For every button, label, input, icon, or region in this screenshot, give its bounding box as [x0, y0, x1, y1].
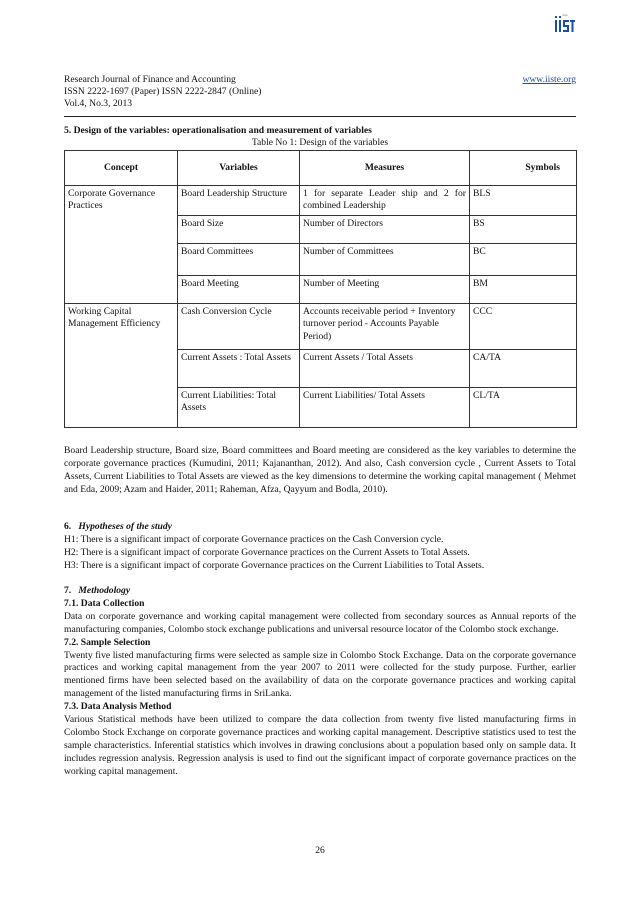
column-header: Symbols — [470, 151, 577, 186]
measure-cell: Number of Meeting — [300, 276, 470, 304]
journal-issn: ISSN 2222-1697 (Paper) ISSN 2222-2847 (Online) — [64, 86, 262, 98]
measure-cell: Number of Directors — [300, 216, 470, 244]
table-caption: Table No 1: Design of the variables — [251, 137, 389, 148]
hypothesis-1: H1: There is a significant impact of corporate Governance practices on the Cash Conversion cycle. — [64, 533, 444, 545]
subsection-7-3-text: Various Statistical methods have been utilized to compare the data collection from twenty five listed manufacturing firms in Colombo Stock Exchange on corporate governance practices and working capital management. Descriptive statistics used to test the sample characteristics. Inferential statistics which involves in drawing conclusions about a population based only on sample data. It includes regression analysis. Regression analysis is used to find out the significant impact of corporate governance practices on the working capital management. — [64, 714, 576, 777]
measure-cell: Current Liabilities/ Total Assets — [300, 388, 470, 428]
symbol-cell: CL/TA — [470, 388, 577, 428]
table-row — [65, 304, 577, 350]
variable-cell: Board Meeting — [178, 276, 300, 304]
variable-cell: Current Assets : Total Assets — [178, 350, 300, 388]
paragraph-key-variables: Board Leadership structure, Board size, Board committees and Board meeting are considered as the key variables to determine the corporate governance practices (Kumudini, 2011; Kajananthan, 2012). And also, Cash conversion cycle , Current Assets to Total Assets, Current Liabilities to Total Assets are viewed as the key dimensions to determine the working capital management ( Mehmet and Eda, 2009; Azam and Haider, 2011; Raheman, Afza, Qayyum and Bodla, 2010). — [64, 445, 576, 495]
section-6 — [64, 521, 576, 573]
section-7-heading — [64, 585, 576, 598]
journal-title: Research Journal of Finance and Accounting — [64, 74, 236, 85]
measure-cell: Current Assets / Total Assets — [300, 350, 470, 388]
measure-cell: 1 for separate Leader ship and 2 for combined Leadership — [300, 186, 470, 216]
variable-cell: Board Leadership Structure — [178, 186, 300, 216]
symbol-cell: BM — [470, 276, 577, 304]
section-6-title: Hypotheses of the study — [78, 521, 172, 532]
symbol-cell: CA/TA — [470, 350, 577, 388]
variable-cell: Board Committees — [178, 244, 300, 276]
symbol-cell: BLS — [470, 186, 577, 216]
table-header-row — [65, 151, 577, 186]
section-7-number: 7. — [64, 585, 72, 596]
section-7 — [64, 585, 576, 779]
variable-cell: Current Liabilities: Total Assets — [178, 388, 300, 428]
symbol-cell: CCC — [470, 304, 577, 350]
hypothesis-2: H2: There is a significant impact of corporate Governance practices on the Current Assets to Total Assets. — [64, 546, 470, 558]
subsection-7-3-heading: 7.3. Data Analysis Method — [64, 701, 172, 713]
variable-cell: Cash Conversion Cycle — [178, 304, 300, 350]
section-6-heading — [64, 521, 576, 534]
table-row — [65, 186, 577, 216]
subsection-7-2-text: Twenty five listed manufacturing firms were selected as sample size in Colombo Stock Exchange. Data on the corporate governance practices and working capital management from the year 2007 to 2011 were collected for the study purpose. Further, earlier mentioned firms have been selected based on the availability of data on the corporate governance practices and working capital management of the listed manufacturing firms in SriLanka. — [64, 649, 576, 700]
section-5-heading: 5. Design of the variables: operationalisation and measurement of variables — [64, 125, 372, 136]
journal-volume: Vol.4, No.3, 2013 — [64, 98, 133, 110]
measure-cell: Accounts receivable period + Inventory turnover period - Accounts Payable Period) — [300, 304, 470, 350]
variables-table — [64, 150, 577, 428]
page-header — [64, 74, 576, 111]
variable-cell: Board Size — [178, 216, 300, 244]
page-number: 26 — [315, 845, 325, 856]
concept-cell: Corporate Governance Practices — [65, 186, 178, 304]
header-divider — [64, 116, 576, 117]
column-header: Measures — [300, 151, 470, 186]
symbol-cell: BS — [470, 216, 577, 244]
concept-cell: Working Capital Management Efficiency — [65, 304, 178, 428]
journal-url-link[interactable]: www.iiste.org — [522, 74, 576, 85]
iiste-logo-icon — [554, 14, 576, 34]
subsection-7-1-heading: 7.1. Data Collection — [64, 597, 145, 609]
measure-cell: Number of Committees — [300, 244, 470, 276]
column-header: Concept — [65, 151, 178, 186]
subsection-7-2-heading: 7.2. Sample Selection — [64, 636, 151, 648]
svg-text:IISTE: IISTE — [562, 14, 568, 17]
section-6-number: 6. — [64, 521, 72, 532]
section-7-title: Methodology — [78, 585, 131, 596]
hypothesis-3: H3: There is a significant impact of corporate Governance practices on the Current Liabilities to Total Assets. — [64, 559, 485, 571]
subsection-7-1-text: Data on corporate governance and working capital management were collected from secondary sources as Annual reports of the manufacturing companies, Colombo stock exchange publications and universal resource locator of the Colombo stock exchange. — [64, 610, 576, 635]
symbol-cell: BC — [470, 244, 577, 276]
column-header: Variables — [178, 151, 300, 186]
